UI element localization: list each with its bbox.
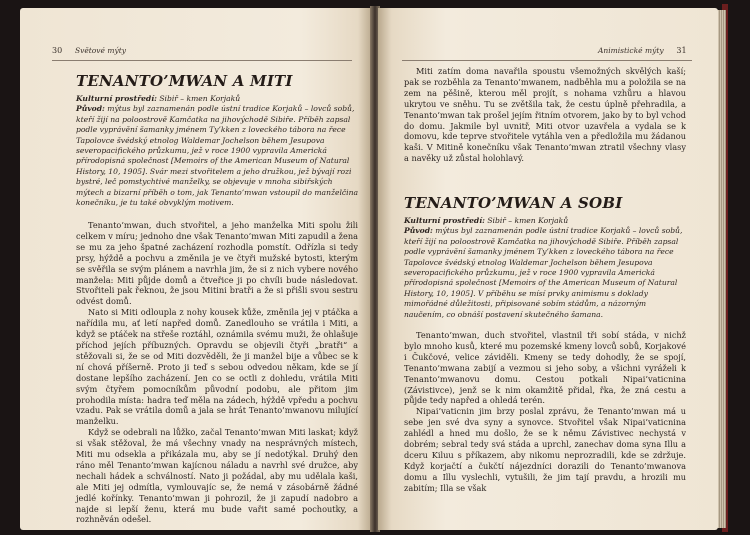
- left-context-value: Sibiř – kmen Korjaků: [159, 94, 241, 103]
- right-context-label: Kulturní prostředí:: [404, 216, 485, 225]
- right-context-value: Sibiř – kmen Korjaků: [487, 216, 569, 225]
- left-intro-box: [76, 94, 358, 208]
- right-body-text: [404, 330, 686, 494]
- left-page: [20, 8, 372, 530]
- left-body-text: [76, 220, 358, 525]
- right-page-number: 31: [676, 46, 687, 55]
- left-header-rule: [52, 60, 352, 61]
- right-origin-text: mýtus byl zaznamenán podle ústní tradice Korjaků – lovců sobů, kteří žijí na poloostrově Kamčatka na jihovýchodě Sibiře. Příběh zapsal podle vyprávění šamanky jménem Ty’kken z loveckého tábora na řece Tapolovce švédský etnolog Waldemar Jochelson během Jesupova severopacifického průzkumu, jež v roce 1900 vypravila Americká přírodopisná společnost [Memoirs of the American Museum of Natural History, 10, 1905]. V příběhu se mísí prvky animismu s doklady mimořádné důležitosti, připisované sobím stádům, a názorným naučením, co obnáší postavení skutečného šamana.: [404, 226, 683, 319]
- right-intro-box: [404, 216, 686, 320]
- right-origin-label: Původ:: [404, 226, 433, 236]
- right-page: [378, 8, 718, 530]
- right-context-line: [404, 216, 686, 226]
- left-page-number: 30: [52, 46, 63, 55]
- left-origin-label: Původ:: [76, 104, 105, 114]
- right-origin-line: [404, 226, 686, 320]
- left-paragraph-3: Když se odebrali na lůžko, začal Tenanto’mwan Miti laskat; když si však stěžoval, že má všechny vnady na nesprávných místech, Miti mu odsekla a přikázala mu, aby se jí nedotýkal. Druhý den ráno měl Tenanto’mwan kajícnou náladu a navrhl své družce, aby nechali hádek a schválností. Nato ji požádal, aby mu udělala kaši, ale Miti jej odmítla, vymlouvajíc se, že nemá v zásobárně žádné jedlé kořínky. Tenanto’mwan ji pohrozil, že ji zapudí nadobro a najde si lepší ženu, která mu bude vařit samé pochoutky, a rozhněván odešel.: [76, 427, 358, 525]
- left-title: TENANTO’MWAN A MITI: [76, 72, 293, 90]
- left-origin-line: [76, 104, 358, 208]
- right-page-header: [598, 46, 687, 55]
- right-paragraph-1: Tenanto’mwan, duch stvořitel, vlastnil tři sobí stáda, v nichž bylo mnoho kusů, které mu pozemské kmeny lovců sobů, Korjakové i Čukčové, velice záviděli. Kmeny se tedy dohodly, že se spojí, Tenanto’mwana zabijí a vezmou si jeho soby, a všichni vyráželi k Tenanto’mwanovu domu. Cestou potkali Nipai’vaticnina (Závistivce), jenž se k nim okamžitě přidal, řka, že zná cestu a půjde tedy napřed a ohledá terén.: [404, 330, 686, 406]
- left-page-header: [52, 46, 126, 55]
- right-continuation-paragraph: Miti zatím doma navařila spoustu všemožných skvělých kaší; pak se rozběhla za Tenanto’mwanem, nadběhla mu a položila se na zem na pěšině, kterou měl projít, s nohama vzhůru a hlavou ukrytou ve sněhu. Tu se zvětšila tak, že cestu úplně přehradila, a Tenanto’mwan tak prošel jejím řitním otvorem, jako by to byl vchod do domu. Jakmile byl uvnitř, Miti otvor uzavřela a vydala se k domovu, kde teprve stvořitele vytáhla ven a předložila mu žádanou kaši. V Mitině konečníku však Tenanto’mwan ztratil všechny vlasy a navěky už zůstal holohlavý.: [404, 66, 686, 164]
- left-origin-text: mýtus byl zaznamenán podle ústní tradice Korjaků – lovců sobů, kteří žijí na poloostrově Kamčatka na jihovýchodě Sibiře. Příběh zapsal podle vyprávění šamanky jménem Ty’kken z loveckého tábora na řece Tapolovce švédský etnolog Waldemar Jochelson během Jesupova severopacifického průzkumu, jež v roce 1900 vypravila Americká přírodopisná společnost [Memoirs of the American Museum of Natural History, 10, 1905]. Svár mezi stvořitelem a jeho družkou, jež bývají rozi bystré, leč pomstychtivé manželky, se objevuje v mnoha sibiřských mýtech a bizarní příběh o tom, jak Tenanto’mwan vstoupil do manželčina konečníku, je tu také obvyklým motivem.: [76, 104, 358, 208]
- right-header-rule: [402, 60, 692, 61]
- right-paragraph-2: Nipai’vaticnin jim brzy poslal zprávu, že Tenanto’mwan má u sebe jen své dva syny a synovce. Stvořitel však Nipai’vaticnina zahlédl a hned mu došlo, že se k němu Závistivec nechystá v dobrém; sebral tedy svá stáda a uprchl, zanechav doma syna Illu a dceru Kiluu s příkazem, aby nikomu neprozradili, kde se zdržuje. Když korjačtí a čukčtí nájezdníci dorazili do Tenanto’mwanova domu a Illu vyslechli, vytušili, že jim tají pravdu, a hrozili mu zabitím; Illa se však: [404, 406, 686, 493]
- right-running-head: Animistické mýty: [598, 46, 664, 55]
- left-paragraph-2: Nato si Miti odloupla z nohy kousek kůže, změnila jej v ptáčka a nařídila mu, ať letí napřed domů. Zanedlouho se vrátila i Miti, a když se ptáček na střeše roztáhl, oznámila svému muži, že ohlašuje příchod jejích příbuzných. Opravdu se objevili čtyři „bratři“ a stěžovali si, že se od Miti dozvěděli, že ji manžel bije a vůbec se k ní chová příšerně. Proto ji teď s sebou odvedou někam, kde se jí dostane lepšího zacházení. Jen co se octli z dohledu, vrátila Miti svým čtyřem pomocníkům původní podobu, ale přitom jim prohodila místa: hadra teď měla na zádech, hýždě vpředu a pochvu vzadu. Pak se vrátila domů a jala se hrát Tenanto’mwanovu milující manželku.: [76, 307, 358, 427]
- right-title: TENANTO’MWAN A SOBI: [404, 194, 623, 212]
- left-context-line: [76, 94, 358, 104]
- right-continuation-text: [404, 66, 686, 164]
- left-context-label: Kulturní prostředí:: [76, 94, 157, 103]
- left-running-head: Světové mýty: [74, 46, 126, 55]
- left-paragraph-1: Tenanto’mwan, duch stvořitel, a jeho manželka Miti spolu žili celkem v míru; jednoho dne však Tenanto’mwan Miti zapudil a žena se mu za jeho špatné zacházení rozhodla pomstít. Odřízla si tedy prsy, hýždě a pochvu a změnila je ve čtyři mužské bytosti, kterým se svěřila se svým plánem a navrhla jim, že si z nich vybere nového manžela: Miti půjde domů a čtveřice ji po chvíli bude následovat. Stvořiteli pak řeknou, že jsou Mitini bratři a že si přišli svou sestru odvést domů.: [76, 220, 358, 307]
